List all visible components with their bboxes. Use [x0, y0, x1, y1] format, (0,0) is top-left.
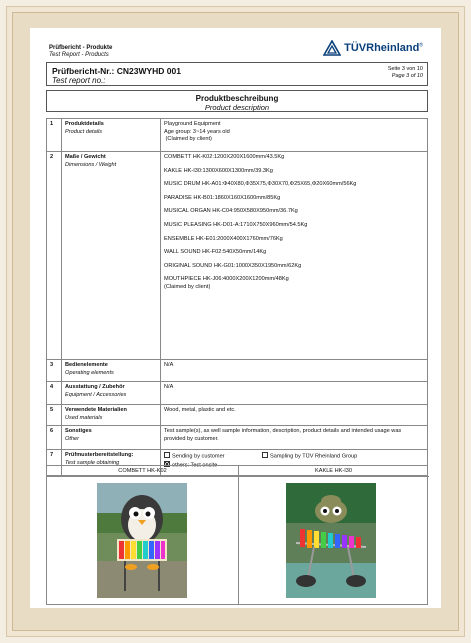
table-row: 7 Prüfmusterbereitstellung: Test sample obtaining Sending by customer Sampling by TÜV Rheinland Group others: Test onsite: [47, 450, 428, 476]
combett-photo: [97, 483, 187, 598]
section-title-en: Product description: [204, 103, 270, 112]
report-number-label-en: Test report no.:: [52, 76, 106, 85]
page-number-en: Page 3 of 10: [391, 73, 423, 79]
kakle-photo: [286, 483, 376, 598]
row-value: Playground Equipment Age group: 3~14 years old (Claimed by client): [161, 119, 428, 152]
section-title-de: Produktbeschreibung: [195, 94, 279, 103]
table-row: 4 Ausstattung / Zubehör Equipment / Accessories N/A: [47, 382, 428, 405]
row-value: N/A: [161, 382, 428, 405]
photo-combett: [47, 466, 239, 604]
section-title-box: [46, 90, 428, 112]
table-row: 3 Bedienelemente Operating elements N/A: [47, 360, 428, 382]
checkbox-unchecked-icon: [164, 452, 170, 458]
option-others: others: Test onsite: [164, 461, 424, 470]
checkbox-unchecked-icon: [262, 452, 268, 458]
option-sending: Sending by customer: [164, 452, 262, 461]
table-row: 1 Produktdetails Product details Playground Equipment Age group: 3~14 years old (Claimed by client): [47, 119, 428, 152]
document-type: [49, 45, 112, 59]
page-number-de: Seite 3 von 10: [387, 66, 423, 72]
table-row: 2 Maße / Gewicht Dimensions / Weight COMBETT HK-K02:1200X200X1600mm/43.5Kg KAKLE HK-I30:1300X600X1300mm/39.3Kg MUSIC DRUM HK-A01:Φ40X80,Φ35X75,Φ30X70,Φ25X65,Φ20X60mm/56Kg PARADISE HK-B01:1860X160X1600mm/85Kg MUSICAL ORGAN HK-C04:950X580X950mm/36.7Kg MUSIC PLEASING HK-D01-A:1710X750X960mm/54.5Kg ENSEMBLE HK-E01:2000X400X1760mm/76Kg WALL SOUND HK-F02:540X50mm/14Kg ORIGINAL SOUND HK-G01:1000X350X1950mm/62Kg MOUTHPIECE HK-J06:4000X200X1200mm/48Kg (Claimed by client): [47, 152, 428, 360]
row-value: COMBETT HK-K02:1200X200X1600mm/43.5Kg KAKLE HK-I30:1300X600X1300mm/39.3Kg MUSIC DRUM HK-A01:Φ40X80,Φ35X75,Φ30X70,Φ25X65,Φ20X60mm/56Kg PARADISE HK-B01:1860X160X1600mm/85Kg MUSICAL ORGAN HK-C04:950X580X950mm/36.7Kg MUSIC PLEASING HK-D01-A:1710X750X960mm/54.5Kg ENSEMBLE HK-E01:2000X400X1760mm/76Kg WALL SOUND HK-F02:540X50mm/14Kg ORIGINAL SOUND HK-G01:1000X350X1950mm/62Kg MOUTHPIECE HK-J06:4000X200X1200mm/48Kg (Claimed by client): [161, 152, 428, 360]
doc-type-en: Test Report - Products: [49, 52, 109, 58]
photo-caption: KAKLE HK-I30: [238, 466, 429, 477]
brand-name: TÜVRheinland®: [344, 42, 423, 54]
tuv-logo: [323, 40, 423, 56]
product-description-table: [46, 118, 428, 476]
row-value: N/A: [161, 360, 428, 382]
doc-type-de: Prüfbericht - Produkte: [49, 45, 113, 51]
row-value: Wood, metal, plastic and etc.: [161, 405, 428, 426]
report-number-box: [46, 62, 428, 86]
product-photos: [46, 465, 428, 605]
document-page: [30, 28, 441, 608]
photo-caption: COMBETT HK-K02: [47, 466, 238, 477]
report-number: Prüfbericht-Nr.: CN23WYHD 001: [52, 66, 181, 76]
tuv-triangle-icon: [323, 40, 341, 56]
row-value: Test sample(s), as well sample information, description, product details and intended usage was provided by customer.: [161, 426, 428, 450]
option-sampling: Sampling by TÜV Rheinland Group: [262, 452, 357, 461]
table-row: 6 Sonstiges Other Test sample(s), as well sample information, description, product details and intended usage was provided by customer.: [47, 426, 428, 450]
table-row: 5 Verwendete Materialien Used materials Wood, metal, plastic and etc.: [47, 405, 428, 426]
photo-kakle: [238, 466, 429, 604]
